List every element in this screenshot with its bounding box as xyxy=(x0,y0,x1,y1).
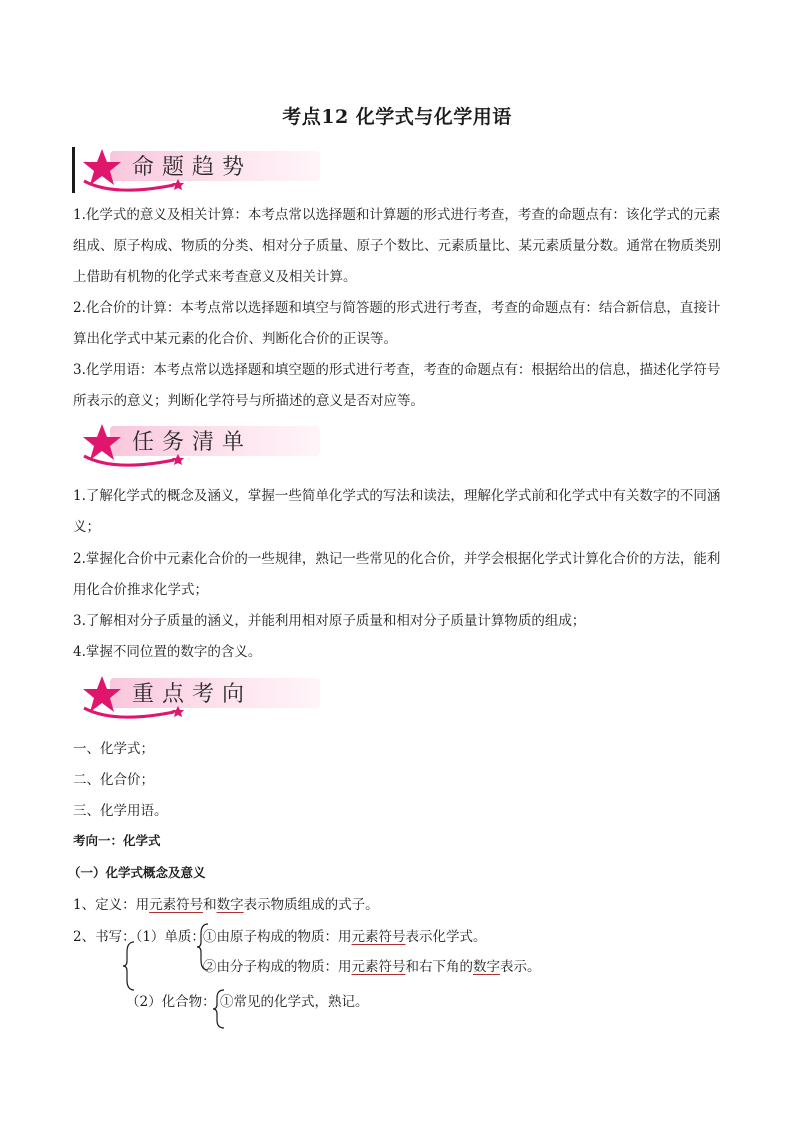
focus-subsubhead: （一）化学式概念及意义 xyxy=(68,865,206,880)
writing-molecule-prefix: ②由分子构成的物质：用 xyxy=(203,959,352,975)
writing-atom-line xyxy=(203,925,487,945)
brace-icon xyxy=(122,940,136,992)
writing-molecule-mid: 和右下角的 xyxy=(405,959,473,975)
banner-heading: 命题趋势 xyxy=(132,155,253,180)
writing-molecule-term-2: 数字 xyxy=(473,959,500,975)
writing-atom-term: 元素符号 xyxy=(351,929,406,945)
focus-item-1: 一、化学式； xyxy=(73,741,154,757)
task-paragraph-4: 4.掌握不同位置的数字的含义。 xyxy=(73,644,262,660)
task-paragraph-2: 2.掌握化合价中元素化合价的一些规律，熟记一些常见的化合价，并学会根据化学式计算化合价的方法，能利用化合价推求化学式； xyxy=(73,551,721,598)
compound-label: （2）化合物： xyxy=(126,994,216,1010)
definition-line xyxy=(73,893,379,913)
focus-item-3: 三、化学用语。 xyxy=(73,803,168,819)
writing-atom-suffix: 表示化学式。 xyxy=(405,929,487,945)
banner-heading: 重点考向 xyxy=(132,682,253,707)
definition-suffix: 表示物质组成的式子。 xyxy=(243,897,379,913)
writing-molecule-suffix: 表示。 xyxy=(500,959,541,975)
task-paragraph-3: 3.了解相对分子质量的涵义，并能利用相对原子质量和相对分子质量计算物质的组成； xyxy=(73,613,586,629)
task-paragraph-1: 1.了解化学式的概念及涵义，掌握一些简单化学式的写法和读法，理解化学式前和化学式中有关数字的不同涵义； xyxy=(73,488,721,535)
definition-mid: 和 xyxy=(203,897,217,913)
trend-paragraph-3: 3.化学用语：本考点常以选择题和填空题的形式进行考查，考查的命题点有：根据给出的信息，描述化学符号所表示的意义；判断化学符号与所描述的意义是否对应等。 xyxy=(73,362,721,409)
trend-paragraph-2: 2.化合价的计算：本考点常以选择题和填空与简答题的形式进行考查，考查的命题点有：结合新信息，直接计算出化学式中某元素的化合价、判断化合价的正误等。 xyxy=(73,300,721,347)
trend-paragraph-1: 1.化学式的意义及相关计算：本考点常以选择题和计算题的形式进行考查，考查的命题点有：该化学式的元素组成、原子构成、物质的分类、相对分子质量、原子个数比、元素质量比、某元素质量分数。通常在物质类别上借助有机物的化学式来考查意义及相关计算。 xyxy=(73,207,721,285)
banner-heading: 任务清单 xyxy=(132,430,253,455)
section-banner-tasks xyxy=(68,420,268,472)
section-banner-focus xyxy=(68,672,268,724)
focus-subhead: 考向一：化学式 xyxy=(73,833,161,848)
focus-item-2: 二、化合价； xyxy=(73,772,154,788)
definition-term-2: 数字 xyxy=(216,897,244,913)
section-banner-trend xyxy=(68,145,268,197)
compound-common-line: ①常见的化学式，熟记。 xyxy=(220,994,369,1010)
writing-molecule-term-1: 元素符号 xyxy=(351,959,406,975)
writing-label: 2、书写：（1）单质： xyxy=(73,929,205,945)
definition-prefix: 1、定义：用 xyxy=(73,897,150,913)
writing-atom-prefix: ①由原子构成的物质：用 xyxy=(203,929,352,945)
writing-molecule-line xyxy=(203,955,541,975)
page-title: 考点12 化学式与化学用语 xyxy=(282,106,512,128)
definition-term-1: 元素符号 xyxy=(149,897,204,913)
